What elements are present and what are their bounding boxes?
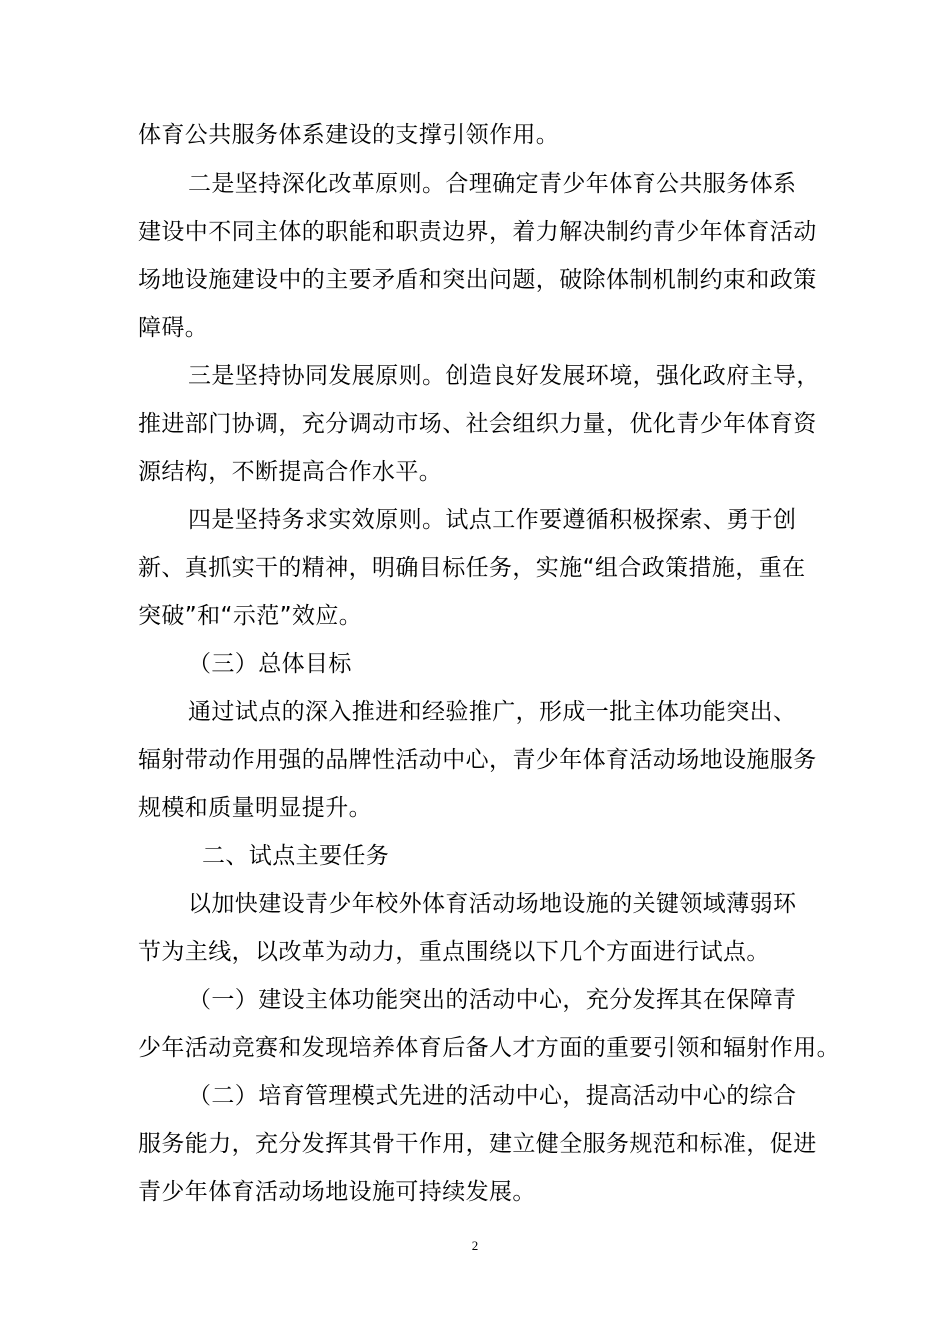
text-line: 青少年体育活动场地设施可持续发展。 xyxy=(138,1179,536,1205)
page-number: 2 xyxy=(471,1238,479,1253)
text-line: 障碍。 xyxy=(138,315,209,341)
text-line: 节为主线，以改革为动力，重点围绕以下几个方面进行试点。 xyxy=(138,939,770,965)
section-heading-overall-goal: （三）总体目标 xyxy=(188,651,352,677)
paragraph-task-2: （二）培育管理模式先进的活动中心，提高活动中心的综合 xyxy=(188,1083,797,1109)
text-line: 新、真抓实干的精神，明确目标任务，实施“组合政策措施，重在 xyxy=(138,555,806,581)
paragraph-goal: 通过试点的深入推进和经验推广，形成一批主体功能突出、 xyxy=(188,699,797,725)
text-line: 服务能力，充分发挥其骨干作用，建立健全服务规范和标准，促进 xyxy=(138,1131,817,1157)
text-line: 突破”和“示范”效应。 xyxy=(138,603,363,629)
text-line: 规模和质量明显提升。 xyxy=(138,795,372,821)
text-line: 体育公共服务体系建设的支撑引领作用。 xyxy=(138,122,560,148)
text-line: 场地设施建设中的主要矛盾和突出问题，破除体制机制约束和政策 xyxy=(138,267,817,293)
text-line: 少年活动竞赛和发现培养体育后备人才方面的重要引领和辐射作用。 xyxy=(138,1035,840,1061)
text-line: 推进部门协调，充分调动市场、社会组织力量，优化青少年体育资 xyxy=(138,411,817,437)
paragraph-task-1: （一）建设主体功能突出的活动中心，充分发挥其在保障青 xyxy=(188,987,797,1013)
text-line: 源结构，不断提高合作水平。 xyxy=(138,459,443,485)
paragraph-principle-2: 二是坚持深化改革原则。合理确定青少年体育公共服务体系 xyxy=(188,171,797,197)
section-heading-main-tasks: 二、试点主要任务 xyxy=(202,843,390,869)
text-line: 建设中不同主体的职能和职责边界，着力解决制约青少年体育活动 xyxy=(138,219,817,245)
paragraph-principle-4: 四是坚持务求实效原则。试点工作要遵循积极探索、勇于创 xyxy=(188,507,797,533)
paragraph-principle-3: 三是坚持协同发展原则。创造良好发展环境，强化政府主导， xyxy=(188,363,820,389)
paragraph-tasks-intro: 以加快建设青少年校外体育活动场地设施的关键领域薄弱环 xyxy=(188,891,797,917)
text-line: 辐射带动作用强的品牌性活动中心，青少年体育活动场地设施服务 xyxy=(138,747,817,773)
